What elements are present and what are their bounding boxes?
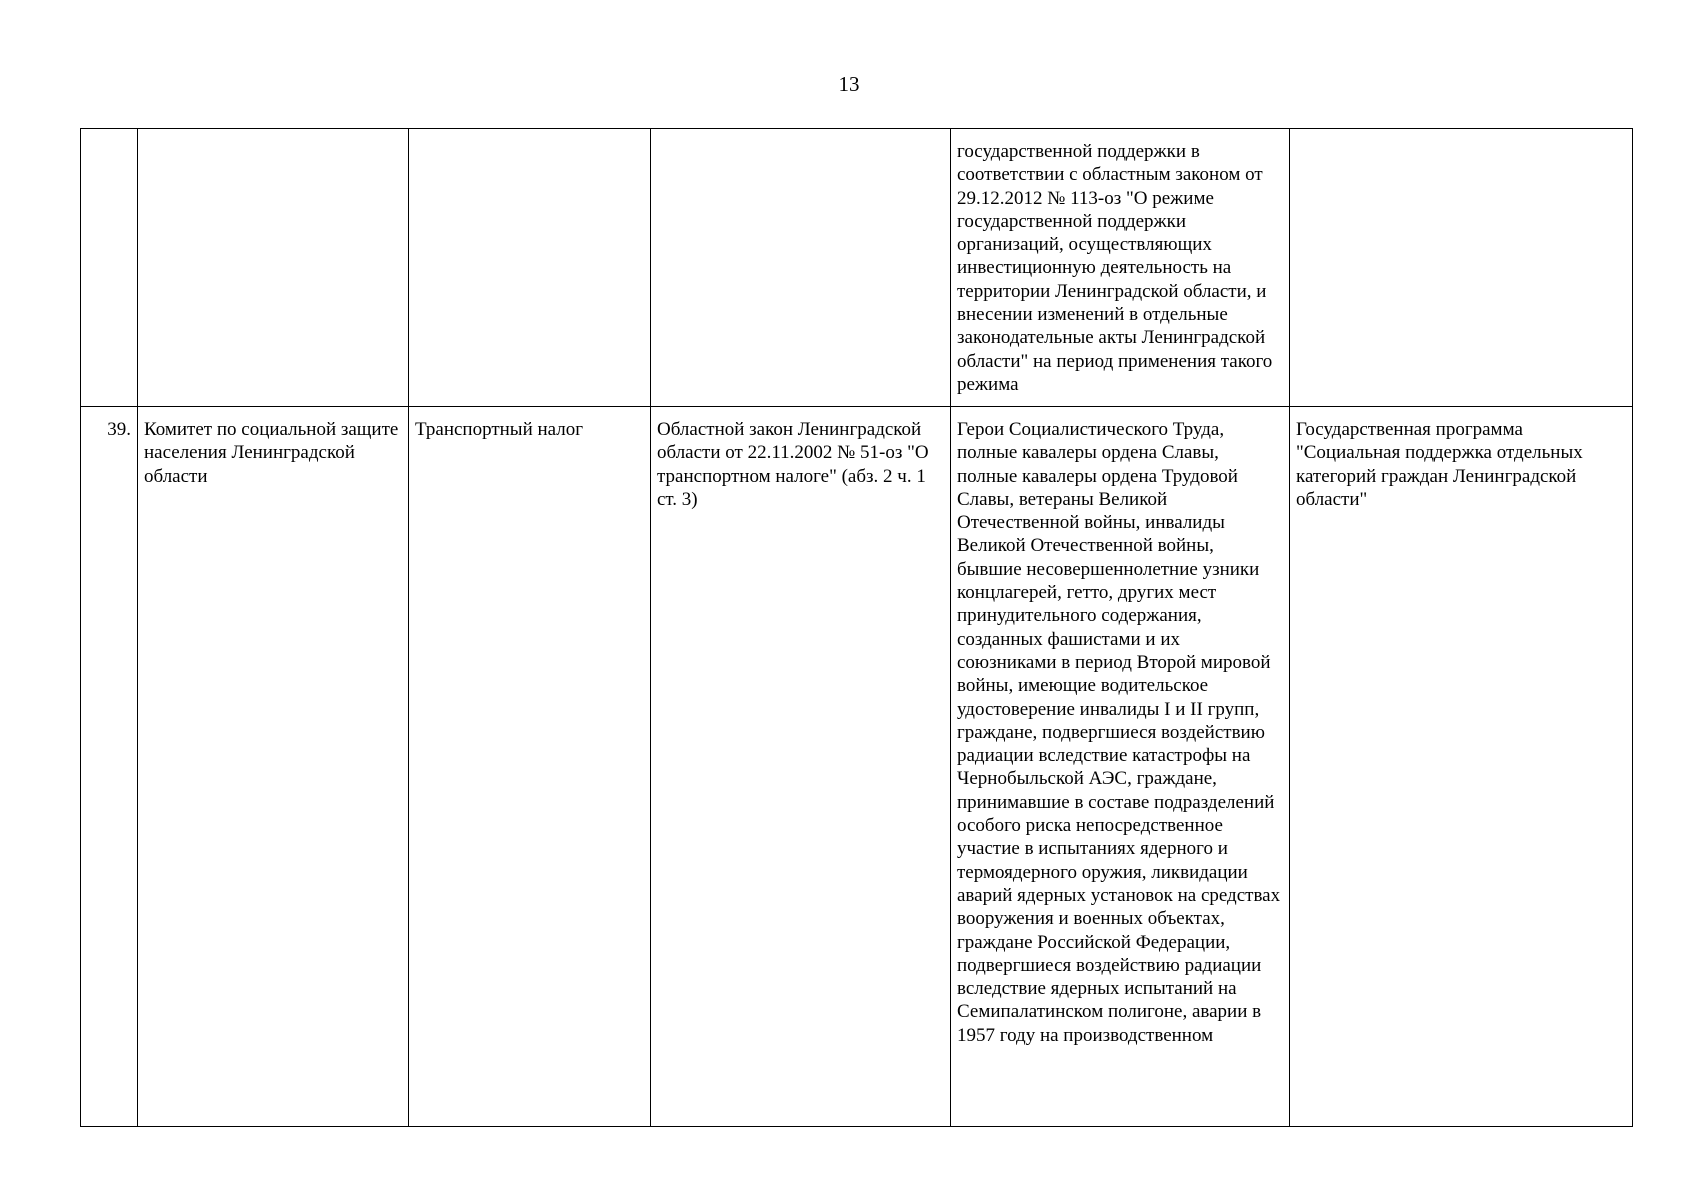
tax-cell: Транспортный налог [409, 407, 651, 1127]
beneficiaries-cell: Герои Социалистического Труда, полные кавалеры ордена Славы, полные кавалеры ордена Трудовой Славы, ветераны Великой Отечественной войны, инвалиды Великой Отечественной войны, бывшие несовершеннолетние узники концлагерей, гетто, других мест принудительного содержания, созданных фашистами и их союзниками в период Второй мировой войны, имеющие водительское удостоверение инвалиды I и II групп, граждане, подвергшиеся воздействию радиации вследствие катастрофы на Чернобыльской АЭС, граждане, принимавшие в составе подразделений особого риска непосредственное участие в испытаниях ядерного и термоядерного оружия, ликвидации аварий ядерных установок на средствах вооружения и военных объектах, граждане Российской Федерации, подвергшиеся воздействию радиации вследствие ядерных испытаний на Семипалатинском полигоне, аварии в 1957 году на производственном [951, 407, 1290, 1127]
executor-cell: Комитет по социальной защите населения Ленинградской области [138, 407, 409, 1127]
table-row [81, 407, 1633, 1127]
legal-basis-cell: Областной закон Ленинградской области от 22.11.2002 № 51-оз "О транспортном налоге" (абз. 2 ч. 1 ст. 3) [651, 407, 951, 1127]
program-cell: Государственная программа "Социальная поддержка отдельных категорий граждан Ленинградской области" [1290, 407, 1633, 1127]
row-number-cell [81, 129, 138, 407]
executor-cell [138, 129, 409, 407]
row-number-cell: 39. [81, 407, 138, 1127]
tax-cell [409, 129, 651, 407]
table-row [81, 129, 1633, 407]
tax-benefits-table [80, 128, 1633, 1127]
legal-basis-cell [651, 129, 951, 407]
page-number: 13 [838, 72, 860, 96]
beneficiaries-cell: государственной поддержки в соответствии с областным законом от 29.12.2012 № 113-оз "О режиме государственной поддержки организаций, осуществляющих инвестиционную деятельность на территории Ленинградской области, и внесении изменений в отдельные законодательные акты Ленинградской области" на период применения такого режима [951, 129, 1290, 407]
program-cell [1290, 129, 1633, 407]
